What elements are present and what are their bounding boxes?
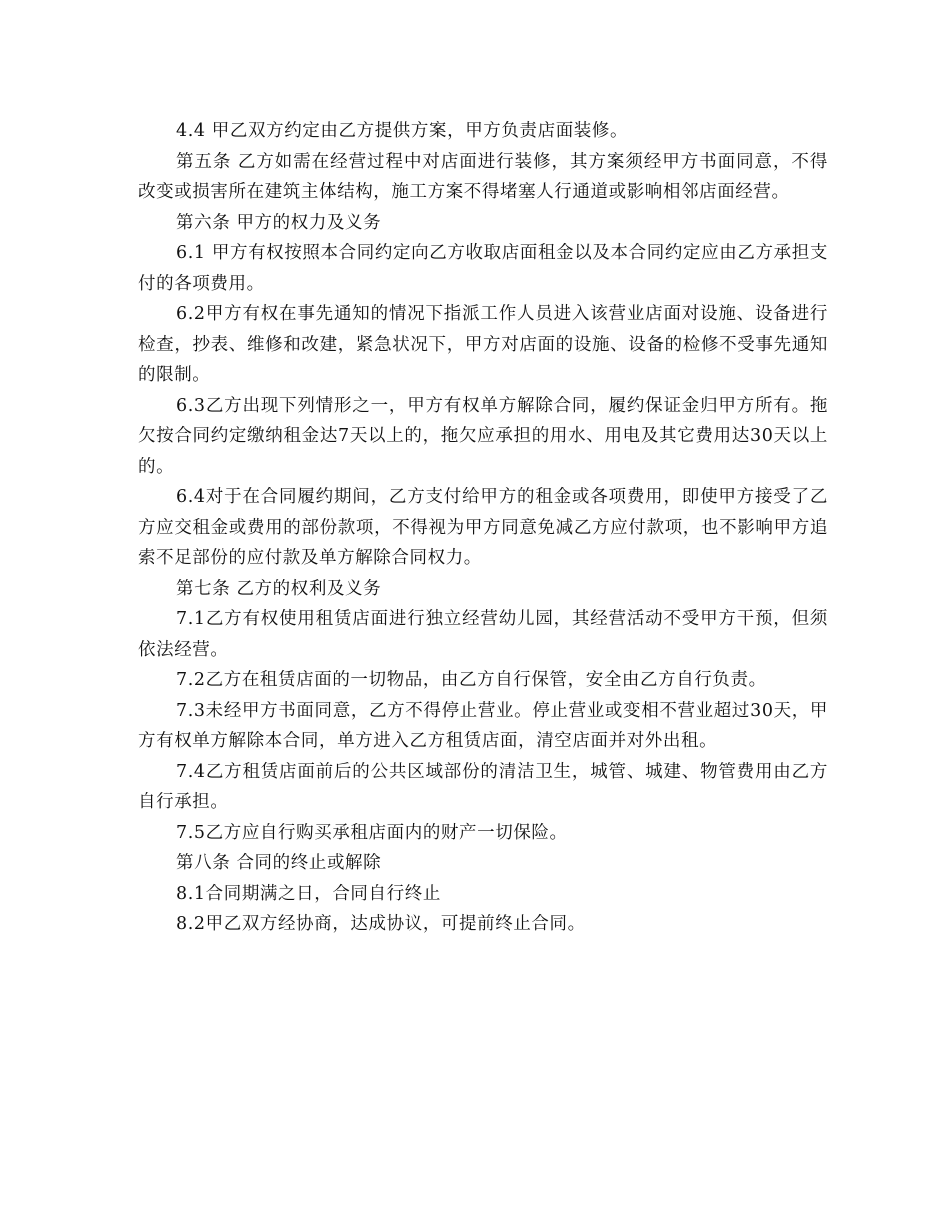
clause-7-5: 7.5乙方应自行购买承租店面内的财产一切保险。 (176, 822, 568, 843)
article-8-heading: 第八条 合同的终止或解除 (176, 853, 382, 873)
clause-8-1: 8.1合同期满之日，合同自行终止 (176, 883, 441, 904)
document-body (138, 116, 828, 940)
clause-7-3: 7.3未经甲方书面同意，乙方不得停止营业。停止营业或变相不营业超过30天，甲方有权单方解除本合同，单方进入乙方租赁店面，清空店面并对外出租。 (138, 700, 828, 751)
clause-7-4: 7.4乙方租赁店面前后的公共区域部份的清洁卫生，城管、城建、物管费用由乙方自行承担。 (138, 761, 828, 812)
clause-7-1: 7.1乙方有权使用租赁店面进行独立经营幼儿园，其经营活动不受甲方干预，但须依法经营。 (138, 609, 828, 660)
clause-6-4: 6.4对于在合同履约期间，乙方支付给甲方的租金或各项费用，即使甲方接受了乙方应交租金或费用的部份款项，不得视为甲方同意免减乙方应付款项，也不影响甲方追索不足部份的应付款及单方解除合同权力。 (138, 487, 828, 568)
article-6-heading: 第六条 甲方的权力及义务 (176, 212, 382, 233)
article-7-heading: 第七条 乙方的权利及义务 (176, 578, 382, 599)
clause-6-1: 6.1 甲方有权按照本合同约定向乙方收取店面租金以及本合同约定应由乙方承担支付的各项费用。 (138, 243, 828, 294)
clause-7-2: 7.2乙方在租赁店面的一切物品，由乙方自行保管，安全由乙方自行负责。 (176, 670, 767, 690)
clause-8-2: 8.2甲乙双方经协商，达成协议，可提前终止合同。 (176, 914, 586, 934)
clause-6-2: 6.2甲方有权在事先通知的情况下指派工作人员进入该营业店面对设施、设备进行检查，抄表、维修和改建，紧急状况下，甲方对店面的设施、设备的检修不受事先通知的限制。 (138, 304, 828, 385)
clause-4-4: 4.4 甲乙双方约定由乙方提供方案，甲方负责店面装修。 (176, 121, 629, 141)
clause-6-3: 6.3乙方出现下列情形之一，甲方有权单方解除合同，履约保证金归甲方所有。拖欠按合同约定缴纳租金达7天以上的，拖欠应承担的用水、用电及其它费用达30天以上的。 (138, 395, 828, 477)
article-5: 第五条 乙方如需在经营过程中对店面进行装修，其方案须经甲方书面同意，不得改变或损害所在建筑主体结构，施工方案不得堵塞人行通道或影响相邻店面经营。 (138, 151, 828, 202)
